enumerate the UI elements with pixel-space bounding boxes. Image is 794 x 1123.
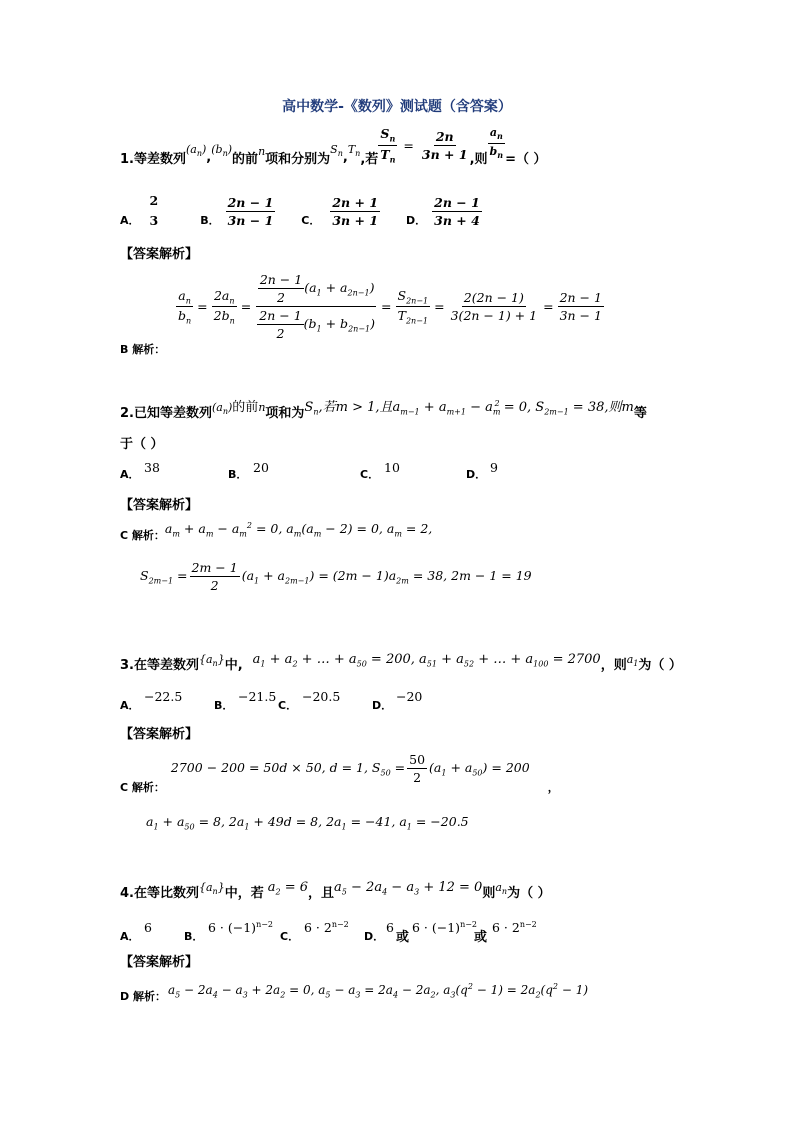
- sol-big-frac: $\frac{2n - 1}{2}$ $(a_1 + a_{2n-1})$ $\frac{2n - 1}{2}$ $(b_1 + b_{2n-1})$: [255, 272, 377, 341]
- q3-sol-frac: $\frac{50}{2}$: [409, 752, 426, 785]
- q2-text: 的前: [232, 400, 259, 415]
- option-d-value: 9: [490, 460, 498, 475]
- option-d-value: −20: [396, 689, 423, 704]
- option-b-value: $\frac{2n - 1}{3n - 1}$: [227, 195, 274, 228]
- option-d-label: D．: [364, 930, 385, 943]
- answer-header-4: 【答案解析】: [120, 955, 199, 970]
- option-d-label: D．: [372, 699, 393, 712]
- q2-sol-frac: $\frac{2m - 1}{2}$: [191, 560, 238, 593]
- sol-eq: =: [197, 299, 208, 314]
- q1-prefix: 1.等差数列: [120, 151, 186, 167]
- question-1: [120, 126, 547, 174]
- q2-solution-line2: [140, 560, 532, 593]
- q1-ruo: ,若: [360, 151, 379, 167]
- sol-frac-6: $\frac{2n - 1}{3n - 1}$: [559, 290, 602, 323]
- sol-eq: =: [434, 299, 445, 314]
- sol-eq: =: [240, 299, 252, 314]
- option-d-or-2: 或: [474, 930, 488, 945]
- sol-eq: =: [543, 299, 554, 314]
- option-a-value: 2 3: [149, 193, 159, 228]
- q2-prefix: 2.已知等差数列: [120, 406, 212, 421]
- q4-cond2: $a_5 - 2a_4 - a_3 + 12 = 0$: [334, 880, 483, 897]
- question-2: [120, 396, 647, 421]
- q1-cond-eq: =: [403, 137, 414, 153]
- q1-comma: ,: [206, 149, 212, 165]
- q3-tail1: ，则: [600, 658, 627, 673]
- q2-sol-eq1: $a_m + a_m - a_m^2 = 0$, $a_m(a_m - 2) = 0$, $a_m = 2$,: [164, 521, 433, 539]
- q2-sol-S: $S_{2m-1}$ =: [140, 567, 188, 586]
- page-title: 高中数学-《数列》测试题（含答案）: [282, 99, 512, 115]
- q3-sol-comma: ，: [547, 780, 559, 794]
- q3-solution-line2: $a_1 + a_{50} = 8$, $2a_1 + 49d = 8$, $2a_1 = -41$, $a_1 = -20.5$: [146, 814, 469, 832]
- q1-T: $T_n$: [347, 143, 361, 159]
- q1-cond-lhs: $\frac{S_n}{T_n}$: [380, 126, 396, 164]
- q4-seq: $\{a_n\}$: [198, 881, 225, 897]
- option-b-value: $6 \cdot (-1)^{n-2}$: [208, 920, 274, 936]
- q2-deng: 等: [633, 406, 647, 421]
- q3-tail2: 为（ ）: [638, 658, 682, 673]
- q4-analysis-label: D 解析：: [120, 990, 166, 1003]
- q3-a1: $a_1$: [626, 653, 639, 669]
- sol-frac-5: $\frac{2(2n - 1)}{3(2n - 1) + 1}$: [450, 290, 538, 323]
- answer-header-1: 【答案解析】: [120, 247, 199, 262]
- q3-prefix: 3.在等差数列: [120, 658, 199, 673]
- q1-analysis-label: B 解析：: [120, 343, 166, 356]
- option-c-value: $\frac{2n + 1}{3n + 1}$: [332, 195, 379, 228]
- q3-condition: $a_1 + a_2$ + … + $a_{50} = 200$, $a_{51} + a_{52}$ + … + $a_{100} = 2700$: [252, 652, 601, 669]
- q2-condition: $S_n$,若m > 1,且$a_{m-1} + a_{m+1} - a_m^2 = 0$, $S_{2m-1} = 38$,则m: [304, 398, 634, 417]
- q3-solution-line1: [120, 752, 559, 794]
- q3-sol-a: 2700 − 200 = 50d × 50, d = 1, $S_{50}$ =: [170, 759, 406, 778]
- q2-sol-rest: $(a_1 + a_{2m-1}) = (2m - 1)a_{2m} = 38$, 2m − 1 = 19: [241, 567, 532, 586]
- q4-solution: [120, 982, 589, 1003]
- option-c-label: C．: [301, 214, 321, 227]
- option-b-label: B．: [200, 214, 220, 227]
- q1-text: 的前: [232, 151, 259, 167]
- option-b-label: B．: [228, 468, 248, 481]
- q4-an: $a_n$: [495, 881, 508, 897]
- q1-options: [120, 186, 482, 228]
- q1-comma2: ,: [342, 149, 348, 165]
- q1-seq-a: $(a_n)$: [185, 143, 207, 159]
- q4-sol-eq: $a_5 - 2a_4 - a_3 + 2a_2 = 0$, $a_5 - a_3 = 2a_4 - 2a_2$, $a_3(q^2 - 1) = 2a_2(q^2 - 1)$: [167, 982, 589, 1000]
- q4-prefix: 4.在等比数列: [120, 886, 199, 901]
- option-b-value: −21.5: [238, 689, 277, 704]
- option-a-label: A．: [120, 214, 140, 227]
- option-c-label: C．: [278, 699, 298, 712]
- option-d-value: $\frac{2n - 1}{3n + 4}$: [434, 195, 480, 228]
- q3-sol-b: $(a_1 + a_{50}) = 200$: [429, 759, 530, 778]
- q2-analysis-label: C 解析：: [120, 529, 165, 543]
- q1-ze: ,则: [469, 151, 488, 167]
- q4-wei: 为（ ）: [507, 886, 551, 901]
- q4-options: [120, 920, 560, 945]
- option-c-label: C．: [280, 930, 300, 943]
- q2-line2: 于（ ）: [120, 437, 164, 452]
- option-a-value: −22.5: [144, 689, 183, 704]
- option-d-value-2: $6 \cdot (-1)^{n-2}$: [412, 920, 478, 936]
- option-a-label: A．: [120, 468, 140, 481]
- q1-cond-rhs: $\frac{2n}{3n + 1}$: [421, 128, 468, 162]
- q2-n: n: [258, 401, 266, 414]
- answer-header-3: 【答案解析】: [120, 727, 199, 742]
- q1-text2: 项和分别为: [265, 151, 331, 167]
- option-a-label: A．: [120, 930, 140, 943]
- sol-frac-2an-2bn: $\frac{2a_n}{2b_n}$: [213, 287, 235, 326]
- q1-tail: =（ ）: [505, 151, 547, 167]
- q1-solution-formula: [176, 272, 604, 341]
- q3-seq: $\{a_n\}$: [198, 653, 225, 669]
- q3-options: [120, 691, 540, 711]
- answer-header-2: 【答案解析】: [120, 498, 199, 513]
- option-b-label: B．: [214, 699, 234, 712]
- q2-text2: 项和为: [265, 406, 305, 421]
- q4-qie: ，且: [308, 886, 335, 901]
- option-a-value: 6: [144, 920, 152, 935]
- option-c-value: −20.5: [302, 689, 341, 704]
- option-c-value: 10: [384, 460, 400, 475]
- q1-query: $\frac{a_n}{b_n}$: [489, 126, 504, 160]
- question-4: [120, 876, 551, 901]
- option-d-value-3: $6 \cdot 2^{n-2}$: [492, 920, 537, 936]
- q4-cond1: $a_2 = 6$: [267, 880, 309, 897]
- option-b-value: 20: [253, 460, 269, 475]
- option-c-value: $6 \cdot 2^{n-2}$: [304, 920, 349, 936]
- option-c-label: C．: [360, 468, 380, 481]
- sol-frac-an-bn: $\frac{a_n}{b_n}$: [178, 287, 192, 326]
- question-3: [120, 648, 682, 673]
- q1-S: $S_n$: [330, 143, 343, 159]
- option-d-or-1: 或: [396, 930, 410, 945]
- sol-eq: =: [381, 299, 392, 314]
- option-d-label: D．: [406, 214, 427, 227]
- q4-zhong: 中，若: [224, 886, 264, 901]
- option-d-value-1: 6: [386, 920, 394, 935]
- q3-analysis-label: C 解析：: [120, 780, 165, 794]
- option-b-label: B．: [184, 930, 204, 943]
- q3-zhong: 中,: [224, 658, 243, 673]
- sol-frac-S-T: $\frac{S_{2n-1}}{T_{2n-1}}$: [397, 287, 429, 326]
- q1-seq-b: $(b_n)$: [211, 143, 233, 159]
- q1-n: n: [258, 144, 266, 158]
- option-a-label: A．: [120, 699, 140, 712]
- q4-ze: 则: [482, 886, 496, 901]
- option-a-value: 38: [144, 460, 160, 475]
- q2-solution-line1: [120, 521, 433, 543]
- q2-options: [120, 462, 520, 482]
- q2-seq: $(a_n)$: [211, 401, 233, 417]
- option-d-label: D．: [466, 468, 487, 481]
